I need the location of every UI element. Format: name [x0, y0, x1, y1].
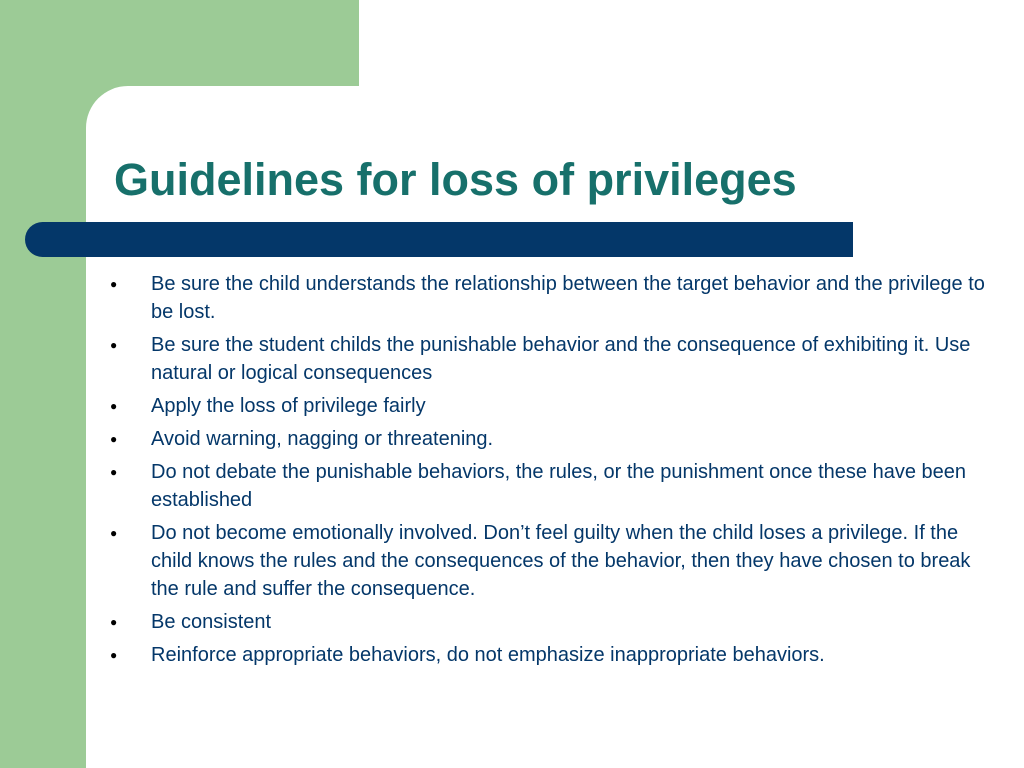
- bullet-item: [110, 641, 1000, 669]
- bullet-dot-icon: ●: [110, 399, 118, 413]
- bullet-text: Apply the loss of privilege fairly: [151, 395, 426, 417]
- bullet-item: [110, 519, 1000, 603]
- bullet-list: [110, 270, 1000, 674]
- bullet-item: [110, 608, 1000, 636]
- bullet-item: [110, 270, 1000, 326]
- bullet-text: Do not become emotionally involved. Don’t feel guilty when the child loses a privilege. If the child knows the rules and the consequences of the behavior, then they have chosen to break the rule and suffer the consequence.: [151, 522, 971, 600]
- slide-title: Guidelines for loss of privileges: [114, 154, 797, 205]
- title-divider-bar: [25, 222, 853, 257]
- bullet-text: Be sure the child understands the relationship between the target behavior and the privilege to be lost.: [151, 273, 985, 323]
- bullet-dot-icon: ●: [110, 277, 118, 291]
- bullet-item: [110, 331, 1000, 387]
- bullet-text: Be consistent: [151, 611, 272, 633]
- bullet-item: [110, 458, 1000, 514]
- bullet-item: [110, 425, 1000, 453]
- bullet-dot-icon: ●: [110, 648, 118, 662]
- bullet-dot-icon: ●: [110, 432, 118, 446]
- bullet-text: Avoid warning, nagging or threatening.: [151, 428, 494, 450]
- bullet-dot-icon: ●: [110, 338, 118, 352]
- bullet-dot-icon: ●: [110, 615, 118, 629]
- bullet-text: Be sure the student childs the punishable behavior and the consequence of exhibiting it. Use natural or logical consequences: [151, 334, 971, 384]
- bullet-text: Do not debate the punishable behaviors, the rules, or the punishment once these have been established: [151, 461, 967, 511]
- bullet-dot-icon: ●: [110, 526, 118, 540]
- bullet-dot-icon: ●: [110, 465, 118, 479]
- bullet-text: Reinforce appropriate behaviors, do not emphasize inappropriate behaviors.: [151, 644, 825, 666]
- bullet-item: [110, 392, 1000, 420]
